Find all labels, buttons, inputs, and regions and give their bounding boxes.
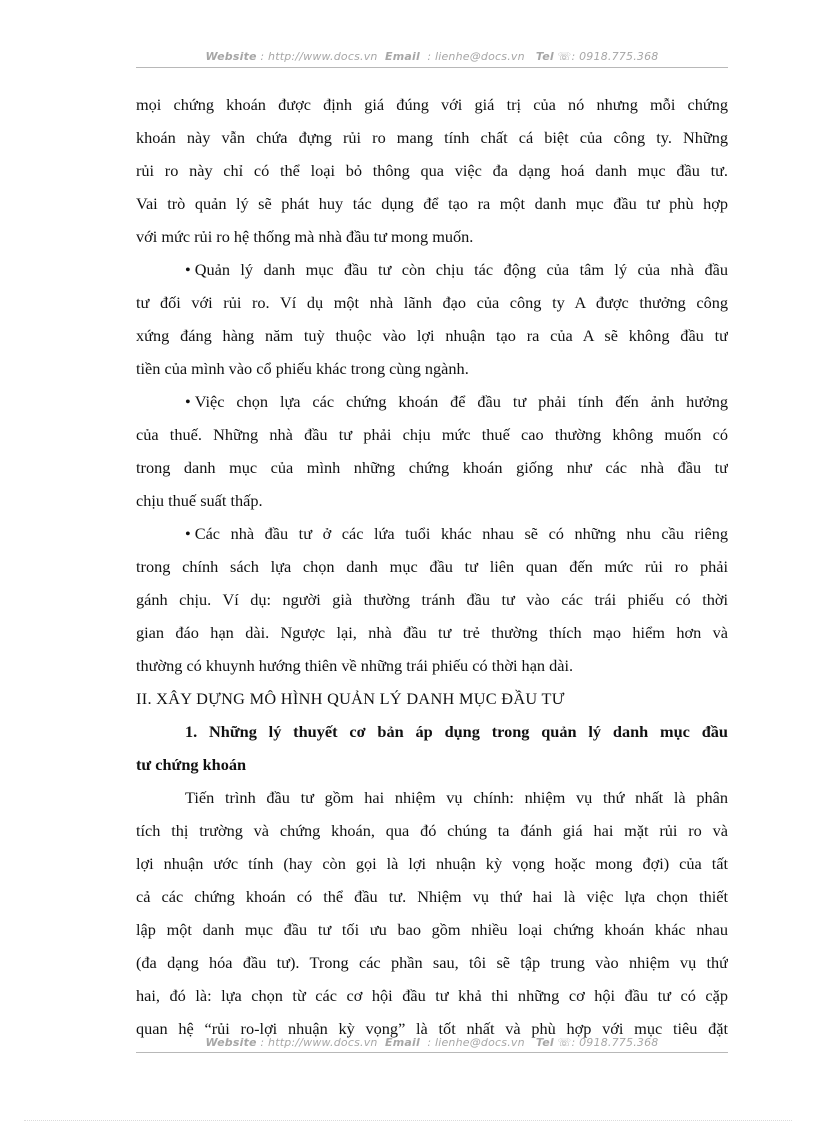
footer-tel-value: : 0918.775.368 bbox=[571, 1036, 659, 1049]
document-body bbox=[136, 88, 728, 1045]
header-tel-value: : 0918.775.368 bbox=[571, 50, 659, 63]
text-line: trong danh mục của mình những chứng khoán giống như các nhà đầu tư bbox=[136, 458, 728, 477]
text-line: gian đáo hạn dài. Ngược lại, nhà đầu tư trẻ thường thích mạo hiểm hơn và bbox=[136, 623, 728, 642]
footer-email-label: Email bbox=[384, 1036, 420, 1049]
paragraph bbox=[136, 781, 728, 1045]
text-line: cả các chứng khoán có thể đầu tư. Nhiệm vụ thứ hai là việc lựa chọn thiết bbox=[136, 887, 728, 906]
text-line bbox=[136, 385, 728, 418]
text-line: tiền của mình vào cổ phiếu khác trong cùng ngành. bbox=[136, 359, 469, 378]
footer-website-link[interactable]: : http://www.docs.vn bbox=[260, 1036, 378, 1049]
text-line bbox=[136, 517, 728, 550]
bullet-paragraph bbox=[136, 517, 728, 682]
header-email-label: Email bbox=[384, 50, 420, 63]
text-line: lập một danh mục đầu tư tối ưu bao gồm nhiều loại chứng khoán khác nhau bbox=[136, 920, 728, 939]
bullet-text: Các nhà đầu tư ở các lứa tuổi khác nhau sẽ có những nhu cầu riêng bbox=[194, 524, 728, 543]
text-line: Tiến trình đầu tư gồm hai nhiệm vụ chính: nhiệm vụ thứ nhất là phân bbox=[185, 788, 728, 807]
phone-icon: ☏ bbox=[557, 50, 572, 63]
bullet-text: Việc chọn lựa các chứng khoán để đầu tư phải tính đến ảnh hưởng bbox=[194, 392, 728, 411]
text-line: tích thị trường và chứng khoán, qua đó chúng ta đánh giá hai mặt rủi ro và bbox=[136, 821, 728, 840]
text-line: (đa dạng hóa đầu tư). Trong các phần sau, tôi sẽ tập trung vào nhiệm vụ thứ bbox=[136, 953, 728, 972]
text-line: của thuế. Những nhà đầu tư phải chịu mức thuế cao thường không muốn có bbox=[136, 425, 728, 444]
subheading-line: tư chứng khoán bbox=[136, 755, 247, 774]
header-website-link[interactable]: : http://www.docs.vn bbox=[260, 50, 378, 63]
text-line: với mức rủi ro hệ thống mà nhà đầu tư mong muốn. bbox=[136, 227, 474, 246]
bullet-paragraph bbox=[136, 253, 728, 385]
text-line bbox=[136, 253, 728, 286]
header-tel-label: Tel bbox=[535, 50, 554, 63]
page-header bbox=[136, 50, 728, 63]
footer-website-label: Website bbox=[205, 1036, 257, 1049]
bullet-icon: • bbox=[185, 260, 191, 279]
header-website-label: Website bbox=[205, 50, 257, 63]
bullet-paragraph bbox=[136, 385, 728, 517]
text-line: chịu thuế suất thấp. bbox=[136, 491, 263, 510]
phone-icon: ☏ bbox=[557, 1036, 572, 1049]
page-bottom-edge bbox=[24, 1120, 792, 1121]
text-line: quan hệ “rủi ro-lợi nhuận kỳ vọng” là tốt nhất và phù hợp với mục tiêu đặt bbox=[136, 1019, 728, 1038]
bullet-icon: • bbox=[185, 524, 191, 543]
paragraph bbox=[136, 88, 728, 253]
text-line: trong chính sách lựa chọn danh mục đầu tư liên quan đến mức rủi ro phải bbox=[136, 557, 728, 576]
text-line: Vai trò quản lý sẽ phát huy tác dụng để tạo ra một danh mục đầu tư phù hợp bbox=[136, 194, 728, 213]
footer-tel-label: Tel bbox=[535, 1036, 554, 1049]
section-heading: II. XÂY DỰNG MÔ HÌNH QUẢN LÝ DANH MỤC ĐẦU TƯ bbox=[136, 689, 565, 708]
text-line: lợi nhuận ước tính (hay còn gọi là lợi nhuận kỳ vọng hoặc mong đợi) của tất bbox=[136, 854, 728, 873]
footer-divider bbox=[136, 1052, 728, 1053]
header-email-link[interactable]: : lienhe@docs.vn bbox=[427, 50, 525, 63]
subheading bbox=[136, 715, 728, 781]
text-line: tư đối với rủi ro. Ví dụ một nhà lãnh đạo của công ty A được thưởng công bbox=[136, 293, 728, 312]
footer-email-link[interactable]: : lienhe@docs.vn bbox=[427, 1036, 525, 1049]
bullet-icon: • bbox=[185, 392, 191, 411]
text-line: xứng đáng hàng năm tuỳ thuộc vào lợi nhuận tạo ra của A sẽ không đầu tư bbox=[136, 326, 728, 345]
page-footer bbox=[136, 1036, 728, 1049]
bullet-text: Quản lý danh mục đầu tư còn chịu tác động của tâm lý của nhà đầu bbox=[194, 260, 728, 279]
subheading-line: 1. Những lý thuyết cơ bản áp dụng trong quản lý danh mục đầu bbox=[185, 722, 728, 741]
text-line: gánh chịu. Ví dụ: người già thường tránh đầu tư vào các trái phiếu có thời bbox=[136, 590, 728, 609]
text-line: khoán này vẫn chứa đựng rủi ro mang tính chất cá biệt của công ty. Những bbox=[136, 128, 728, 147]
header-divider bbox=[136, 67, 728, 68]
text-line: mọi chứng khoán được định giá đúng với giá trị của nó nhưng mỗi chứng bbox=[136, 95, 728, 114]
text-line: thường có khuynh hướng thiên về những trái phiếu có thời hạn dài. bbox=[136, 656, 574, 675]
text-line: rủi ro này chỉ có thể loại bỏ thông qua việc đa dạng hoá danh mục đầu tư. bbox=[136, 161, 728, 180]
text-line: hai, đó là: lựa chọn từ các cơ hội đầu tư khả thi những cơ hội đầu tư có cặp bbox=[136, 986, 728, 1005]
